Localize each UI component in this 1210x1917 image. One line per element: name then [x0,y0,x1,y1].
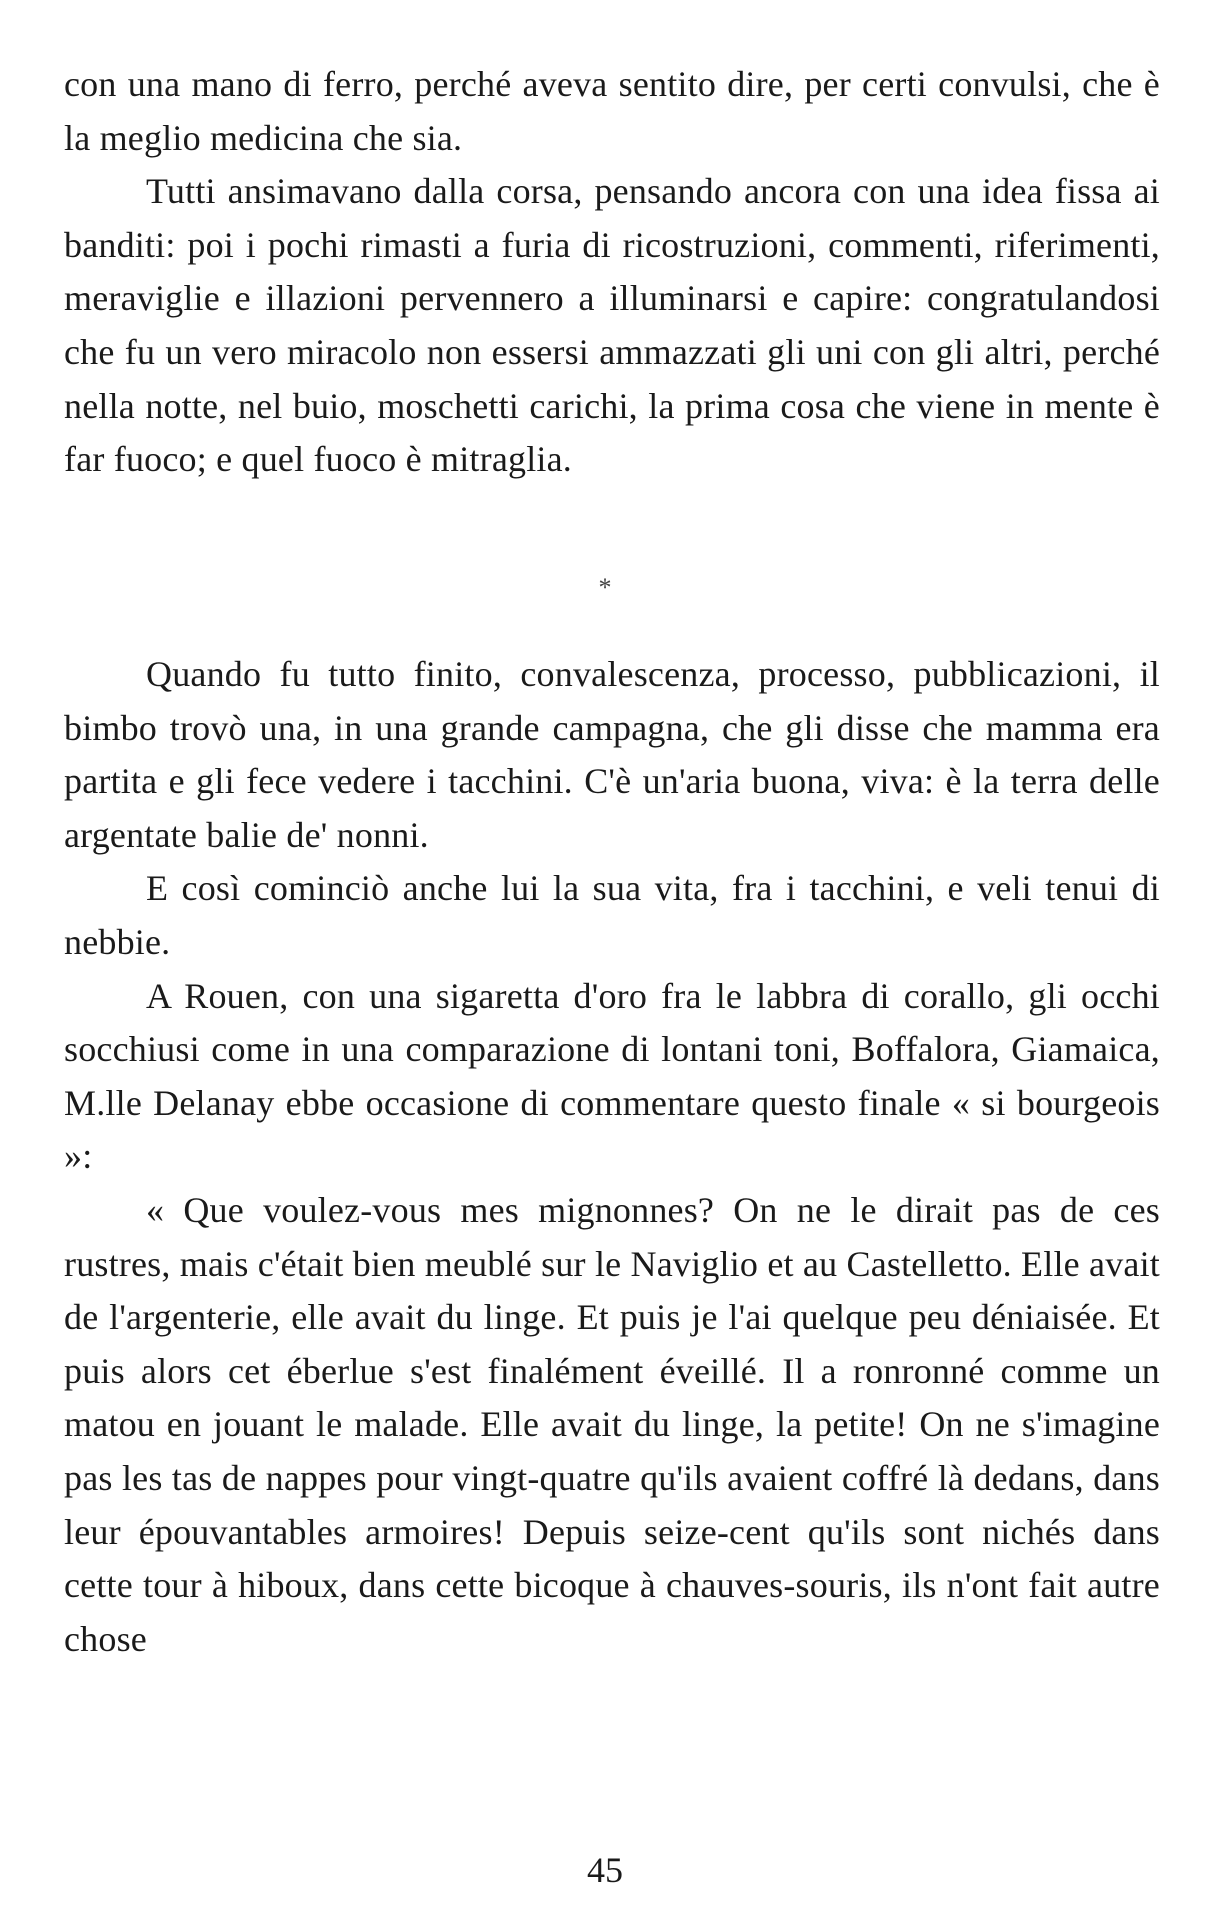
paragraph-french-quote: « Que voulez-vous mes mignonnes? On ne le dirait pas de ces rustres, mais c'était bien meublé sur le Naviglio et au Castelletto. Elle avait de l'argenterie, elle avait du linge. Et puis je l'ai quelque peu déniaisée. Et puis alors cet éberlue s'est finalément éveillé. Il a ronronné comme un matou en jouant le malade. Elle avait du linge, la petite! On ne s'imagine pas les tas de nappes pour vingt-quatre qu'ils avaient coffré là dedans, dans leur épouvantables armoires! Depuis seize-cent qu'ils sont nichés dans cette tour à hiboux, dans cette bicoque à chauves-souris, ils n'ont fait autre chose [64,1189,1160,1659]
paragraph-rouen: A Rouen, con una sigaretta d'oro fra le labbra di corallo, gli occhi socchiusi come in una comparazione di lontani toni, Boffalora, Giamaica, M.lle Delanay ebbe occasione di commentare questo finale « si bourgeois »: [64,975,1160,1177]
paragraph-new-life: E così cominciò anche lui la sua vita, fra i tacchini, e veli tenui di nebbie. [64,868,1160,962]
text-block-before-break [64,58,1160,487]
paragraph-continuation: con una mano di ferro, perché aveva sentito dire, per certi convulsi, che è la meglio medicina che sia. [64,64,1160,158]
section-break-asterisk: * [598,573,612,602]
paragraph-bandits: Tutti ansimavano dalla corsa, pensando ancora con una idea fissa ai banditi: poi i pochi rimasti a furia di ricostruzioni, commenti, riferimenti, meraviglie e illazioni pervennero a illuminarsi e capire: congratulandosi che fu un vero miracolo non essersi ammazzati gli uni con gli altri, perché nella notte, nel buio, moschetti carichi, la prima cosa che viene in mente è far fuoco; e quel fuoco è mitraglia. [64,171,1160,480]
paragraph-convalescence: Quando fu tutto finito, convalescenza, processo, pubblicazioni, il bimbo trovò una, in una grande campagna, che gli disse che mamma era partita e gli fece vedere i tacchini. C'è un'aria buona, viva: è la terra delle argentate balie de' nonni. [64,654,1160,855]
page-number: 45 [587,1850,623,1890]
text-block-after-break [64,648,1160,1666]
